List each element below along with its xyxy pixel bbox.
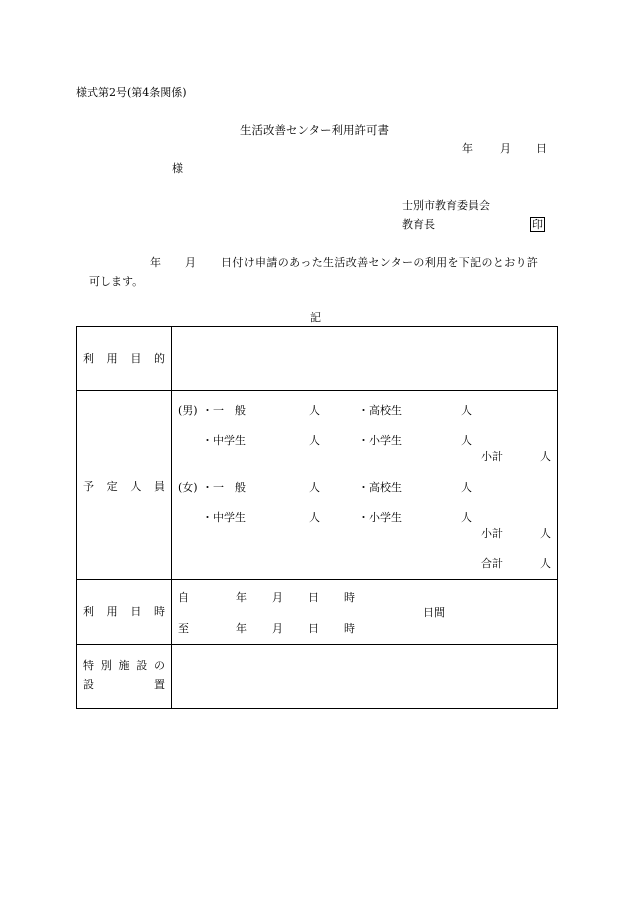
from-day-label: 日 (308, 591, 319, 604)
body-text-line1: 日付け申請のあった生活改善センターの利用を下記のとおり許 (221, 256, 539, 269)
body-text-line2: 可します。 (89, 275, 144, 288)
schedule-value-cell (172, 580, 558, 645)
to-hour-label: 時 (344, 622, 355, 635)
facility-row (77, 645, 558, 709)
male-general-unit: 人 (309, 404, 320, 417)
body-year-label: 年 (150, 256, 161, 269)
purpose-row (77, 327, 558, 391)
male-highschool-unit: 人 (461, 404, 472, 417)
male-elementary-unit: 人 (461, 434, 472, 447)
issuer-title: 教育長 (402, 218, 435, 231)
purpose-label: 利 用 目 的 (83, 352, 165, 365)
usage-table (76, 326, 558, 709)
people-label-cell (77, 391, 172, 580)
seal-mark: 印 (532, 218, 543, 231)
people-value-cell (172, 391, 558, 580)
female-general-unit: 人 (309, 481, 320, 494)
female-marker: (女) (178, 481, 198, 494)
male-marker: (男) (178, 404, 198, 417)
male-juniorhigh-label: ・中学生 (202, 434, 246, 447)
total-unit: 人 (540, 557, 551, 570)
purpose-value-cell[interactable] (172, 327, 558, 391)
female-elementary-label: ・小学生 (358, 511, 402, 524)
facility-value-cell[interactable] (172, 645, 558, 709)
male-juniorhigh-unit: 人 (309, 434, 320, 447)
from-year-label: 年 (236, 591, 247, 604)
female-general-label: ・一 般 (202, 481, 246, 494)
male-general-label: ・一 般 (202, 404, 246, 417)
to-month-label: 月 (272, 622, 283, 635)
page-title: 生活改善センター利用許可書 (240, 123, 390, 137)
female-highschool-label: ・高校生 (358, 481, 402, 494)
form-number: 様式第2号(第4条関係) (76, 86, 187, 99)
female-highschool-unit: 人 (461, 481, 472, 494)
purpose-label-cell (77, 327, 172, 391)
female-subtotal-unit: 人 (540, 527, 551, 540)
female-juniorhigh-unit: 人 (309, 511, 320, 524)
people-label: 予 定 人 員 (83, 480, 165, 493)
to-label: 至 (178, 622, 189, 635)
facility-label-cell (77, 645, 172, 709)
schedule-row (77, 580, 558, 645)
male-subtotal-label: 小計 (481, 450, 503, 463)
female-subtotal-label: 小計 (481, 527, 503, 540)
ki-heading: 記 (310, 311, 321, 324)
from-label: 自 (178, 591, 189, 604)
facility-label-line2: 設 置 (83, 678, 165, 691)
issuer-organization: 士別市教育委員会 (402, 199, 490, 212)
addressee-suffix: 様 (172, 162, 183, 175)
to-day-label: 日 (308, 622, 319, 635)
to-year-label: 年 (236, 622, 247, 635)
from-hour-label: 時 (344, 591, 355, 604)
female-juniorhigh-label: ・中学生 (202, 511, 246, 524)
male-highschool-label: ・高校生 (358, 404, 402, 417)
female-elementary-unit: 人 (461, 511, 472, 524)
date-month-label: 月 (500, 142, 511, 155)
male-subtotal-unit: 人 (540, 450, 551, 463)
date-day-label: 日 (536, 142, 547, 155)
schedule-label: 利 用 日 時 (83, 605, 165, 618)
date-year-label: 年 (462, 142, 473, 155)
days-label: 日間 (423, 606, 445, 619)
total-label: 合計 (481, 557, 503, 570)
from-month-label: 月 (272, 591, 283, 604)
schedule-label-cell (77, 580, 172, 645)
people-row (77, 391, 558, 580)
facility-label-line1: 特 別 施 設 の (83, 659, 165, 672)
body-month-label: 月 (185, 256, 196, 269)
male-elementary-label: ・小学生 (358, 434, 402, 447)
